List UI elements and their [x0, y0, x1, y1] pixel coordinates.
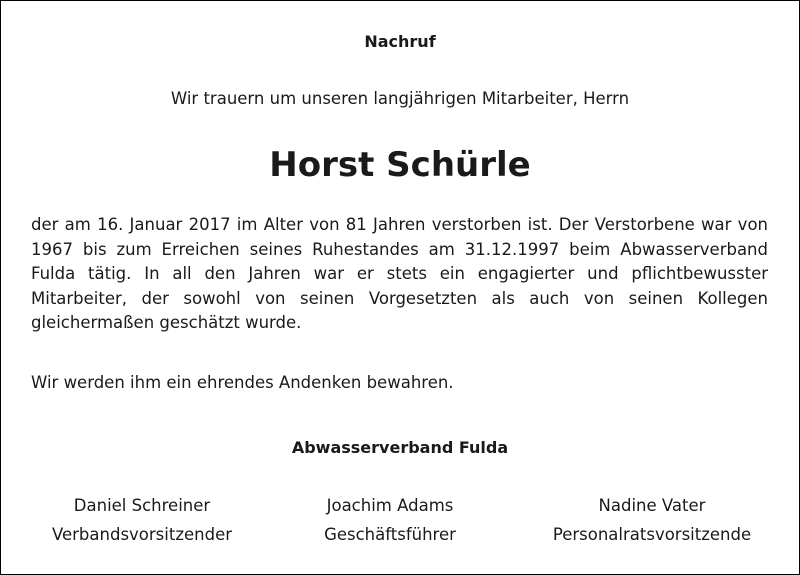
obituary-body: der am 16. Januar 2017 im Alter von 81 Jahren verstorben ist. Der Verstorbene war von 1967 bis zum Erreichen seines Ruhestandes am 31.12.1997 beim Abwasserverband Fulda tätig. In all den Jahren war er stets ein engagierter und pflichtbewusster Mitarbeiter, der sowohl von seinen Vorgesetzten als auch von seinen Kollegen gleichermaßen geschätzt wurde. [31, 215, 768, 333]
signatory-chairman [42, 491, 242, 549]
signatory-role: Verbandsvorsitzender [51, 525, 233, 544]
signatory-name: Daniel Schreiner [73, 496, 211, 515]
deceased-name: Horst Schürle [269, 145, 531, 185]
signatory-name: Joachim Adams [326, 496, 454, 515]
signatory-managing-director [290, 491, 490, 549]
signatory-role: Geschäftsführer [324, 525, 456, 544]
closing-line: Wir werden ihm ein ehrendes Andenken bewahren. [31, 373, 454, 392]
signatory-staff-council [538, 491, 766, 549]
organization-name: Abwasserverband Fulda [291, 438, 509, 457]
intro-line: Wir trauern um unseren langjährigen Mitarbeiter, Herrn [170, 89, 630, 108]
notice-heading: Nachruf [364, 32, 436, 51]
signatory-role: Personalratsvorsitzende [552, 525, 752, 544]
signatory-name: Nadine Vater [598, 496, 706, 515]
